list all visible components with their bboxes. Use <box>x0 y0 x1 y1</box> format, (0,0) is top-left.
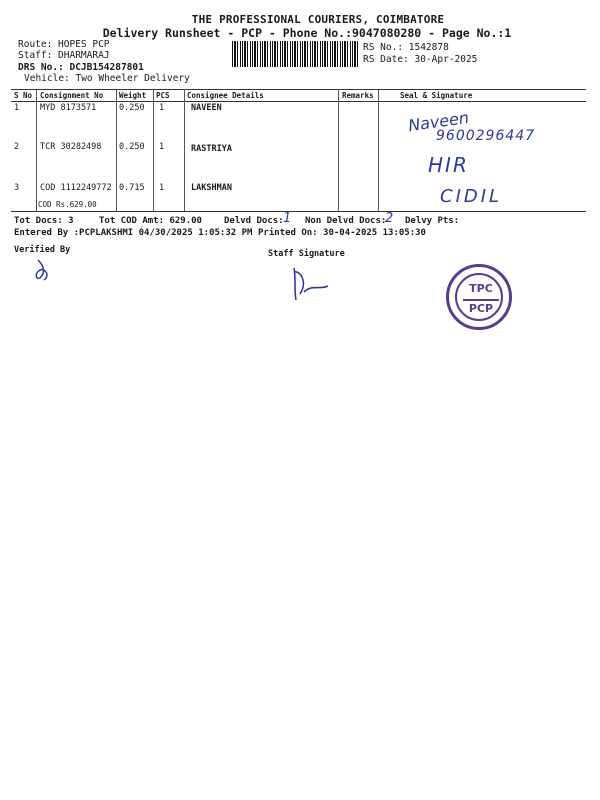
row3-handwritten-sign: CIDIL <box>440 186 503 207</box>
row1-handwritten-phone: 9600296447 <box>436 128 536 144</box>
barcode <box>232 41 358 67</box>
row3-consignment: COD 1112249772 <box>40 183 112 193</box>
rs-number: RS No.: 1542878 <box>363 42 449 53</box>
row3-weight: 0.715 <box>119 183 145 193</box>
column-divider <box>378 89 379 211</box>
table-header-rule <box>11 101 586 102</box>
row2-consignee: RASTRIYA <box>191 144 232 154</box>
printed-on: Printed On: 30-04-2025 13:05:30 <box>258 228 426 238</box>
company-title: THE PROFESSIONAL COURIERS, COIMBATORE <box>191 13 445 26</box>
drs-number: DRS No.: DCJB154287801 <box>18 62 144 73</box>
column-divider <box>36 89 37 211</box>
stamp-inner-ring <box>455 273 503 321</box>
header-seal-signature: Seal & Signature <box>400 91 473 100</box>
row3-consignee: LAKSHMAN <box>191 183 232 193</box>
verified-by-label: Verified By <box>14 245 71 255</box>
non-delivered-docs-label: Non Delvd Docs: <box>305 216 387 226</box>
header-consignee: Consignee Details <box>187 91 264 100</box>
verified-signature <box>28 256 64 282</box>
route-label: Route: HOPES PCP <box>18 39 110 50</box>
row1-consignment: MYD 8173571 <box>40 103 97 113</box>
header-weight: Weight <box>119 91 147 100</box>
column-divider <box>184 89 185 211</box>
table-top-rule <box>11 89 586 90</box>
stamp-text-bottom: PCP <box>468 302 494 315</box>
total-cod-amount: Tot COD Amt: 629.00 <box>99 216 202 226</box>
table-bottom-rule <box>11 211 586 212</box>
row1-consignee: NAVEEN <box>191 103 222 113</box>
row3-pcs: 1 <box>159 183 165 193</box>
row2-sno: 2 <box>14 142 20 152</box>
runsheet-subtitle: Delivery Runsheet - PCP - Phone No.:9047080280 - Page No.:1 <box>102 26 512 40</box>
non-delivered-count-handwritten: 2 <box>385 211 394 226</box>
row3-cod-note: COD Rs.629.00 <box>38 200 97 209</box>
header-sno: S No <box>14 91 33 100</box>
delivered-count-handwritten: 1 <box>283 211 292 226</box>
column-divider <box>116 89 117 211</box>
row3-sno: 3 <box>14 183 20 193</box>
stamp-divider <box>463 299 499 301</box>
row1-pcs: 1 <box>159 103 165 113</box>
header-consignment: Consignment No <box>40 91 104 100</box>
staff-label: Staff: DHARMARAJ <box>18 50 110 61</box>
row1-weight: 0.250 <box>119 103 145 113</box>
delivery-points-label: Delvy Pts: <box>405 216 460 226</box>
staff-signature <box>286 264 332 304</box>
row2-pcs: 1 <box>159 142 165 152</box>
delivered-docs-label: Delvd Docs: <box>224 216 284 226</box>
stamp-text-top: TPC <box>469 282 493 295</box>
staff-signature-label: Staff Signature <box>268 249 345 259</box>
company-stamp <box>446 264 512 330</box>
total-docs: Tot Docs: 3 <box>14 216 74 226</box>
row2-weight: 0.250 <box>119 142 145 152</box>
header-remarks: Remarks <box>342 91 374 100</box>
row1-sno: 1 <box>14 103 20 113</box>
rs-date: RS Date: 30-Apr-2025 <box>363 54 478 65</box>
column-divider <box>338 89 339 211</box>
header-pcs: PCS <box>156 91 170 100</box>
row2-handwritten-sign: HIR <box>428 153 469 177</box>
entered-by: Entered By :PCPLAKSHMI 04/30/2025 1:05:32 PM <box>14 228 253 238</box>
column-divider <box>153 89 154 211</box>
row1-handwritten-name: Naveen <box>406 107 471 136</box>
vehicle-label: Vehicle: Two Wheeler Delivery <box>24 73 190 84</box>
row2-consignment: TCR 30282498 <box>40 142 102 152</box>
